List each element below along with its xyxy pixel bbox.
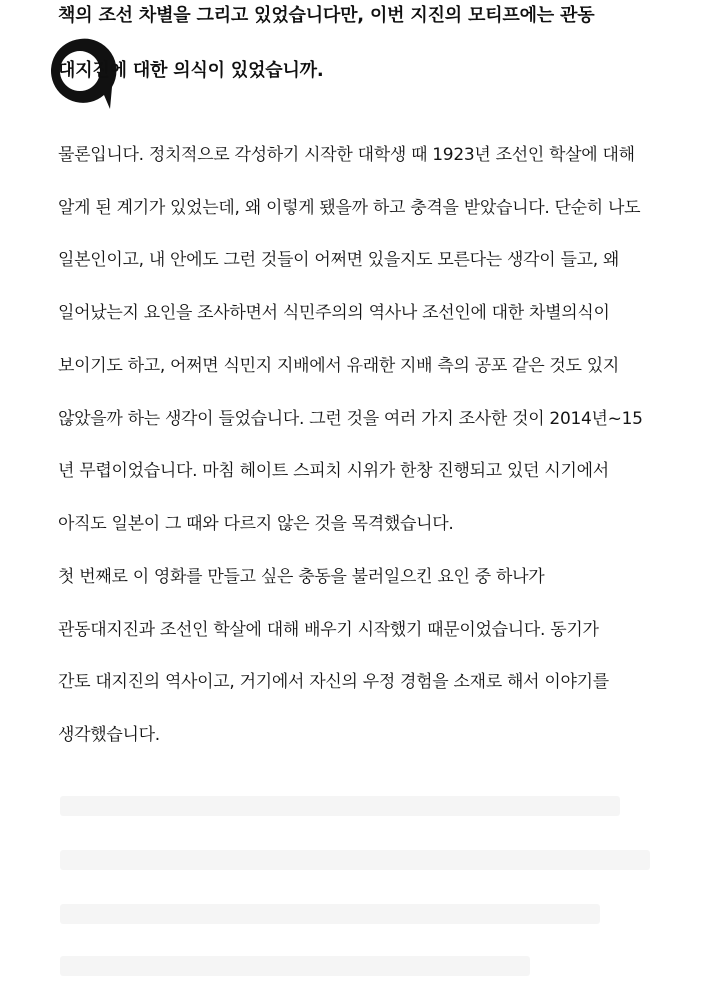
faded-text-area [40, 760, 680, 985]
answer-line: 일본인이고, 내 안에도 그런 것들이 어쩌면 있을지도 모른다는 생각이 들고, 왜 [58, 250, 620, 270]
answer-line: 물론입니다. 정치적으로 각성하기 시작한 대학생 때 1923년 조선인 학살에 대해 [58, 145, 635, 165]
answer-line: 관동대지진과 조선인 학살에 대해 배우기 시작했기 때문이었습니다. 동기가 [58, 620, 599, 640]
faded-line [60, 796, 620, 816]
faded-line [60, 850, 650, 870]
answer-line: 생각했습니다. [58, 725, 160, 745]
faded-line [60, 956, 530, 976]
question-line: 책의 조선 차별을 그리고 있었습니다만, 이번 지진의 모티프에는 관동 [58, 5, 595, 26]
answer-line: 일어났는지 요인을 조사하면서 식민주의의 역사나 조선인에 대한 차별의식이 [58, 303, 610, 323]
faded-line [60, 904, 600, 924]
answer-line: 않았을까 하는 생각이 들었습니다. 그런 것을 여러 가지 조사한 것이 2014년~15 [58, 409, 643, 429]
answer-line: 년 무렵이었습니다. 마침 헤이트 스피치 시위가 한창 진행되고 있던 시기에서 [58, 461, 609, 481]
answer-line: 알게 된 계기가 있었는데, 왜 이렇게 됐을까 하고 충격을 받았습니다. 단순히 나도 [58, 198, 641, 218]
answer-line: 간토 대지진의 역사이고, 거기에서 자신의 우정 경험을 소재로 해서 이야기를 [58, 672, 609, 692]
answer-line: 보이기도 하고, 어쩌면 식민지 지배에서 유래한 지배 측의 공포 같은 것도 있지 [58, 356, 620, 376]
answer-line: 아직도 일본이 그 때와 다르지 않은 것을 목격했습니다. [58, 514, 454, 534]
question-line: 대지진에 대한 의식이 있었습니까. [58, 60, 324, 81]
answer-line: 첫 번째로 이 영화를 만들고 싶은 충동을 불러일으킨 요인 중 하나가 [58, 567, 545, 587]
